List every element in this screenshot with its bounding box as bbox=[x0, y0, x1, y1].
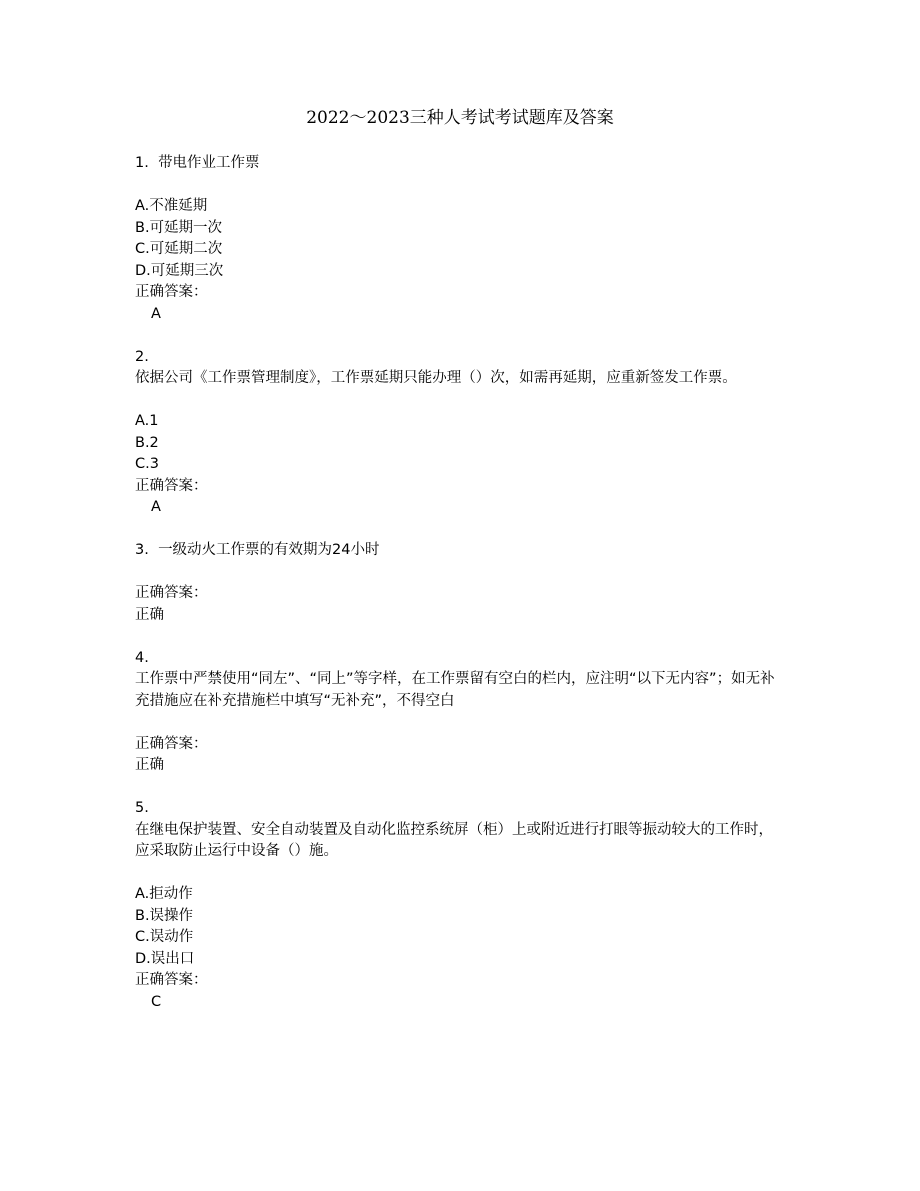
question-3 bbox=[135, 540, 785, 626]
question-4 bbox=[135, 648, 785, 777]
option-list bbox=[135, 411, 785, 476]
answer-value: 正确 bbox=[135, 757, 164, 773]
question-list bbox=[135, 153, 785, 1013]
option-a: A.拒动作 bbox=[135, 886, 193, 902]
question-2 bbox=[135, 347, 785, 519]
answer-label: 正确答案： bbox=[135, 735, 208, 752]
answer-label: 正确答案： bbox=[135, 284, 208, 300]
question-number: 5. bbox=[135, 800, 149, 816]
option-c: C.误动作 bbox=[135, 929, 194, 945]
question-number: 3. bbox=[135, 542, 149, 558]
question-5 bbox=[135, 798, 785, 1013]
option-b: B.可延期一次 bbox=[135, 219, 223, 236]
option-d: D.误出口 bbox=[135, 950, 195, 967]
option-list bbox=[135, 884, 785, 970]
question-stem: 带电作业工作票 bbox=[158, 155, 260, 171]
option-c: C.3 bbox=[135, 456, 159, 472]
question-number: 4. bbox=[135, 649, 149, 666]
option-b: B.误操作 bbox=[135, 907, 194, 924]
option-b: B.2 bbox=[135, 434, 159, 451]
question-1 bbox=[135, 153, 785, 325]
question-stem: 依据公司《工作票管理制度》，工作票延期只能办理（）次，如需再延期，应重新签发工作票。 bbox=[135, 370, 737, 386]
option-d: D.可延期三次 bbox=[135, 262, 224, 279]
question-number: 2. bbox=[135, 348, 149, 365]
answer-value: 正确 bbox=[135, 606, 164, 623]
answer-label: 正确答案： bbox=[135, 972, 208, 988]
document-title: 2022～2023三种人考试考试题库及答案 bbox=[306, 108, 614, 128]
option-a: A.1 bbox=[135, 413, 159, 429]
answer-value: A bbox=[151, 499, 161, 515]
option-list bbox=[135, 196, 785, 282]
option-c: C.可延期二次 bbox=[135, 241, 223, 257]
question-stem: 一级动火工作票的有效期为24小时 bbox=[158, 542, 380, 558]
answer-value: A bbox=[151, 305, 161, 322]
answer-value: C bbox=[151, 993, 162, 1010]
question-stem: 工作票中严禁使用“同左”、“同上”等字样，在工作票留有空白的栏内，应注明“以下无内容”；如无补充措施应在补充措施栏中填写“无补充”，不得空白 bbox=[135, 671, 775, 709]
option-a: A.不准延期 bbox=[135, 198, 208, 214]
question-stem: 在继电保护装置、安全自动装置及自动化监控系统屏（柜）上或附近进行打眼等振动较大的工作时，应采取防止运行中设备（）施。 bbox=[135, 821, 773, 859]
answer-label: 正确答案： bbox=[135, 585, 208, 601]
question-number: 1. bbox=[135, 155, 149, 171]
answer-label: 正确答案： bbox=[135, 477, 208, 494]
